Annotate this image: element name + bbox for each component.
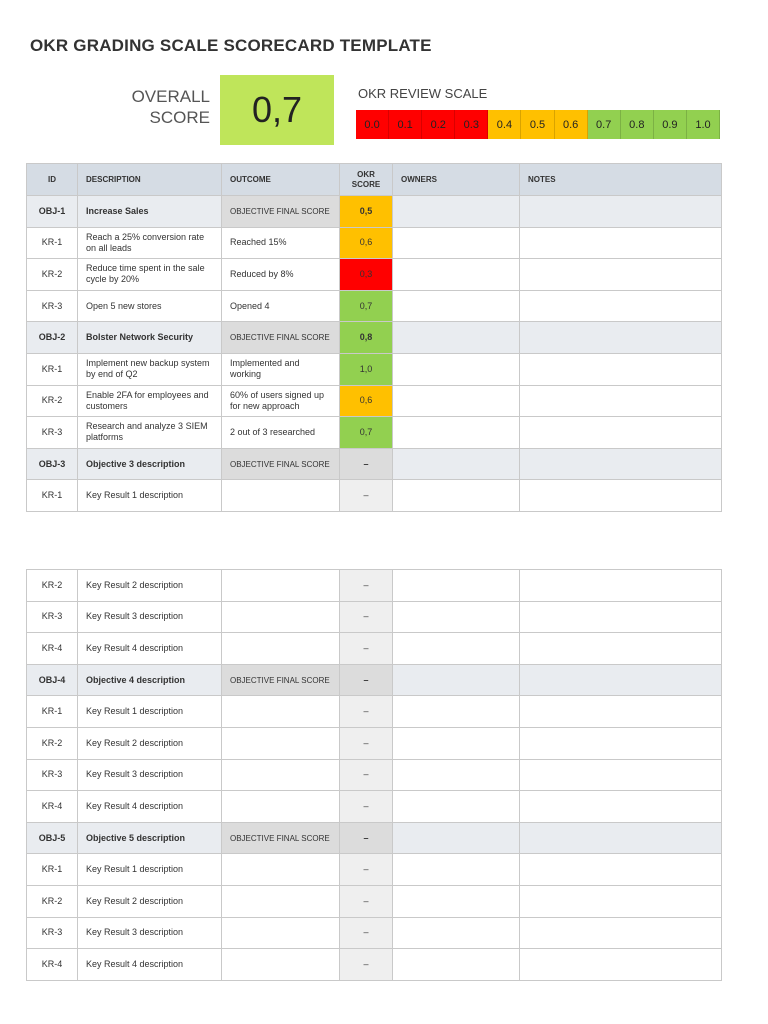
row-okr-score[interactable]: –: [340, 633, 393, 665]
row-notes[interactable]: [520, 290, 722, 322]
row-description[interactable]: Implement new backup system by end of Q2: [78, 353, 222, 385]
key-result-row: [27, 885, 722, 917]
row-owners[interactable]: [393, 759, 520, 791]
row-id: KR-3: [27, 601, 78, 633]
row-outcome[interactable]: [222, 791, 340, 823]
review-scale-cell: 0.7: [588, 110, 621, 139]
overall-score-value: 0,7: [220, 75, 334, 145]
row-outcome[interactable]: [222, 570, 340, 602]
row-owners[interactable]: [393, 917, 520, 949]
row-id: OBJ-2: [27, 322, 78, 354]
row-notes[interactable]: [520, 917, 722, 949]
row-owners[interactable]: [393, 664, 520, 696]
objective-row: [27, 448, 722, 480]
row-description[interactable]: Bolster Network Security: [78, 322, 222, 354]
key-result-row: [27, 727, 722, 759]
row-description[interactable]: Key Result 4 description: [78, 633, 222, 665]
row-outcome[interactable]: OBJECTIVE FINAL SCORE: [222, 822, 340, 854]
row-id: OBJ-4: [27, 664, 78, 696]
row-description[interactable]: Key Result 1 description: [78, 480, 222, 512]
row-id: OBJ-3: [27, 448, 78, 480]
row-outcome[interactable]: [222, 480, 340, 512]
key-result-row: [27, 385, 722, 417]
row-okr-score[interactable]: –: [340, 854, 393, 886]
overall-label-line1: OVERALL: [131, 87, 210, 106]
row-id: KR-3: [27, 290, 78, 322]
row-notes[interactable]: [520, 759, 722, 791]
row-owners[interactable]: [393, 885, 520, 917]
row-owners[interactable]: [393, 727, 520, 759]
table-header-row: [27, 164, 722, 196]
row-owners[interactable]: [393, 322, 520, 354]
key-result-row: [27, 570, 722, 602]
key-result-row: [27, 259, 722, 291]
row-outcome[interactable]: Implemented and working: [222, 353, 340, 385]
row-notes[interactable]: [520, 601, 722, 633]
page-title: OKR GRADING SCALE SCORECARD TEMPLATE: [30, 36, 432, 55]
row-owners[interactable]: [393, 696, 520, 728]
row-description[interactable]: Key Result 4 description: [78, 791, 222, 823]
row-notes[interactable]: [520, 949, 722, 981]
row-notes[interactable]: [520, 227, 722, 259]
row-id: KR-1: [27, 480, 78, 512]
row-outcome[interactable]: [222, 917, 340, 949]
objective-row: [27, 822, 722, 854]
row-okr-score[interactable]: –: [340, 664, 393, 696]
header-okr-score-line1: OKR: [357, 169, 375, 179]
row-okr-score[interactable]: –: [340, 727, 393, 759]
overall-score-label: [110, 86, 210, 128]
row-description[interactable]: Key Result 2 description: [78, 885, 222, 917]
key-result-row: [27, 854, 722, 886]
row-description[interactable]: Objective 3 description: [78, 448, 222, 480]
row-description[interactable]: Enable 2FA for employees and customers: [78, 385, 222, 417]
row-okr-score[interactable]: 0,8: [340, 322, 393, 354]
overall-label-line2: SCORE: [149, 108, 210, 127]
row-id: KR-4: [27, 633, 78, 665]
row-outcome[interactable]: 60% of users signed up for new approach: [222, 385, 340, 417]
row-okr-score[interactable]: 0,7: [340, 417, 393, 449]
row-id: KR-2: [27, 885, 78, 917]
row-notes[interactable]: [520, 633, 722, 665]
row-id: KR-2: [27, 385, 78, 417]
row-outcome[interactable]: Reduced by 8%: [222, 259, 340, 291]
review-scale-cell: 1.0: [687, 110, 720, 139]
row-outcome[interactable]: [222, 727, 340, 759]
row-description[interactable]: Research and analyze 3 SIEM platforms: [78, 417, 222, 449]
row-outcome[interactable]: [222, 854, 340, 886]
row-owners[interactable]: [393, 601, 520, 633]
row-notes[interactable]: [520, 385, 722, 417]
row-description[interactable]: Objective 5 description: [78, 822, 222, 854]
objective-row: [27, 196, 722, 228]
row-id: KR-3: [27, 917, 78, 949]
key-result-row: [27, 417, 722, 449]
row-owners[interactable]: [393, 854, 520, 886]
row-description[interactable]: Key Result 3 description: [78, 917, 222, 949]
row-description[interactable]: Key Result 3 description: [78, 759, 222, 791]
row-okr-score[interactable]: –: [340, 917, 393, 949]
row-notes[interactable]: [520, 480, 722, 512]
row-owners[interactable]: [393, 633, 520, 665]
review-scale-bar: [356, 110, 720, 139]
row-okr-score[interactable]: –: [340, 480, 393, 512]
key-result-row: [27, 949, 722, 981]
row-id: OBJ-1: [27, 196, 78, 228]
header-notes: NOTES: [520, 164, 722, 196]
row-owners[interactable]: [393, 417, 520, 449]
row-outcome[interactable]: 2 out of 3 researched: [222, 417, 340, 449]
row-okr-score[interactable]: –: [340, 448, 393, 480]
scorecard-table-bottom: [26, 569, 722, 981]
review-scale-cell: 0.3: [455, 110, 488, 139]
row-description[interactable]: Key Result 4 description: [78, 949, 222, 981]
row-outcome[interactable]: Reached 15%: [222, 227, 340, 259]
row-okr-score[interactable]: 0,6: [340, 227, 393, 259]
row-id: KR-2: [27, 259, 78, 291]
row-description[interactable]: Objective 4 description: [78, 664, 222, 696]
row-id: OBJ-5: [27, 822, 78, 854]
review-scale-cell: 0.9: [654, 110, 687, 139]
row-description[interactable]: Key Result 3 description: [78, 601, 222, 633]
key-result-row: [27, 917, 722, 949]
row-outcome[interactable]: [222, 601, 340, 633]
row-okr-score[interactable]: –: [340, 949, 393, 981]
header-okr-score-line2: SCORE: [351, 179, 381, 189]
row-owners[interactable]: [393, 791, 520, 823]
row-owners[interactable]: [393, 259, 520, 291]
row-notes[interactable]: [520, 791, 722, 823]
key-result-row: [27, 633, 722, 665]
row-description[interactable]: Reduce time spent in the sale cycle by 20%: [78, 259, 222, 291]
row-outcome[interactable]: OBJECTIVE FINAL SCORE: [222, 322, 340, 354]
row-okr-score[interactable]: –: [340, 759, 393, 791]
row-okr-score[interactable]: –: [340, 570, 393, 602]
row-okr-score[interactable]: 0,3: [340, 259, 393, 291]
scorecard-table-top: [26, 163, 722, 512]
review-scale-cell: 0.4: [488, 110, 521, 139]
row-outcome[interactable]: [222, 633, 340, 665]
key-result-row: [27, 696, 722, 728]
review-scale-cell: 0.5: [521, 110, 554, 139]
header-okr-score: [340, 164, 393, 196]
row-notes[interactable]: [520, 885, 722, 917]
row-owners[interactable]: [393, 448, 520, 480]
key-result-row: [27, 601, 722, 633]
row-notes[interactable]: [520, 417, 722, 449]
row-owners[interactable]: [393, 949, 520, 981]
key-result-row: [27, 353, 722, 385]
row-okr-score[interactable]: –: [340, 791, 393, 823]
row-notes[interactable]: [520, 322, 722, 354]
row-notes[interactable]: [520, 696, 722, 728]
row-outcome[interactable]: [222, 696, 340, 728]
row-description[interactable]: Key Result 1 description: [78, 696, 222, 728]
row-notes[interactable]: [520, 570, 722, 602]
row-id: KR-3: [27, 417, 78, 449]
row-notes[interactable]: [520, 448, 722, 480]
row-owners[interactable]: [393, 196, 520, 228]
header-description: DESCRIPTION: [78, 164, 222, 196]
key-result-row: [27, 791, 722, 823]
row-owners[interactable]: [393, 480, 520, 512]
row-description[interactable]: Open 5 new stores: [78, 290, 222, 322]
review-scale-cell: 0.2: [422, 110, 455, 139]
row-okr-score[interactable]: –: [340, 885, 393, 917]
row-okr-score[interactable]: 1,0: [340, 353, 393, 385]
review-scale-cell: 0.1: [389, 110, 422, 139]
row-notes[interactable]: [520, 822, 722, 854]
row-id: KR-1: [27, 696, 78, 728]
header-outcome: OUTCOME: [222, 164, 340, 196]
row-outcome[interactable]: [222, 949, 340, 981]
row-outcome[interactable]: OBJECTIVE FINAL SCORE: [222, 448, 340, 480]
row-notes[interactable]: [520, 353, 722, 385]
row-id: KR-1: [27, 854, 78, 886]
row-notes[interactable]: [520, 196, 722, 228]
row-id: KR-4: [27, 791, 78, 823]
row-outcome[interactable]: OBJECTIVE FINAL SCORE: [222, 196, 340, 228]
row-okr-score[interactable]: 0,6: [340, 385, 393, 417]
row-owners[interactable]: [393, 227, 520, 259]
row-id: KR-2: [27, 727, 78, 759]
row-description[interactable]: Key Result 2 description: [78, 570, 222, 602]
review-scale-cell: 0.8: [621, 110, 654, 139]
row-notes[interactable]: [520, 664, 722, 696]
row-id: KR-1: [27, 353, 78, 385]
header-id: ID: [27, 164, 78, 196]
row-owners[interactable]: [393, 290, 520, 322]
row-notes[interactable]: [520, 854, 722, 886]
objective-row: [27, 664, 722, 696]
row-outcome[interactable]: Opened 4: [222, 290, 340, 322]
row-notes[interactable]: [520, 259, 722, 291]
row-outcome[interactable]: OBJECTIVE FINAL SCORE: [222, 664, 340, 696]
row-owners[interactable]: [393, 822, 520, 854]
review-scale-cell: 0.6: [555, 110, 588, 139]
row-okr-score[interactable]: –: [340, 696, 393, 728]
key-result-row: [27, 480, 722, 512]
row-notes[interactable]: [520, 727, 722, 759]
key-result-row: [27, 290, 722, 322]
review-scale-title: OKR REVIEW SCALE: [358, 86, 488, 101]
row-outcome[interactable]: [222, 885, 340, 917]
row-okr-score[interactable]: 0,7: [340, 290, 393, 322]
row-description[interactable]: Key Result 1 description: [78, 854, 222, 886]
row-okr-score[interactable]: –: [340, 601, 393, 633]
row-okr-score[interactable]: 0,5: [340, 196, 393, 228]
row-outcome[interactable]: [222, 759, 340, 791]
row-id: KR-3: [27, 759, 78, 791]
row-id: KR-4: [27, 949, 78, 981]
row-owners[interactable]: [393, 570, 520, 602]
row-owners[interactable]: [393, 353, 520, 385]
row-description[interactable]: Reach a 25% conversion rate on all leads: [78, 227, 222, 259]
objective-row: [27, 322, 722, 354]
key-result-row: [27, 227, 722, 259]
header-owners: OWNERS: [393, 164, 520, 196]
row-id: KR-1: [27, 227, 78, 259]
row-description[interactable]: Key Result 2 description: [78, 727, 222, 759]
row-owners[interactable]: [393, 385, 520, 417]
row-description[interactable]: Increase Sales: [78, 196, 222, 228]
review-scale-cell: 0.0: [356, 110, 389, 139]
key-result-row: [27, 759, 722, 791]
row-okr-score[interactable]: –: [340, 822, 393, 854]
row-id: KR-2: [27, 570, 78, 602]
